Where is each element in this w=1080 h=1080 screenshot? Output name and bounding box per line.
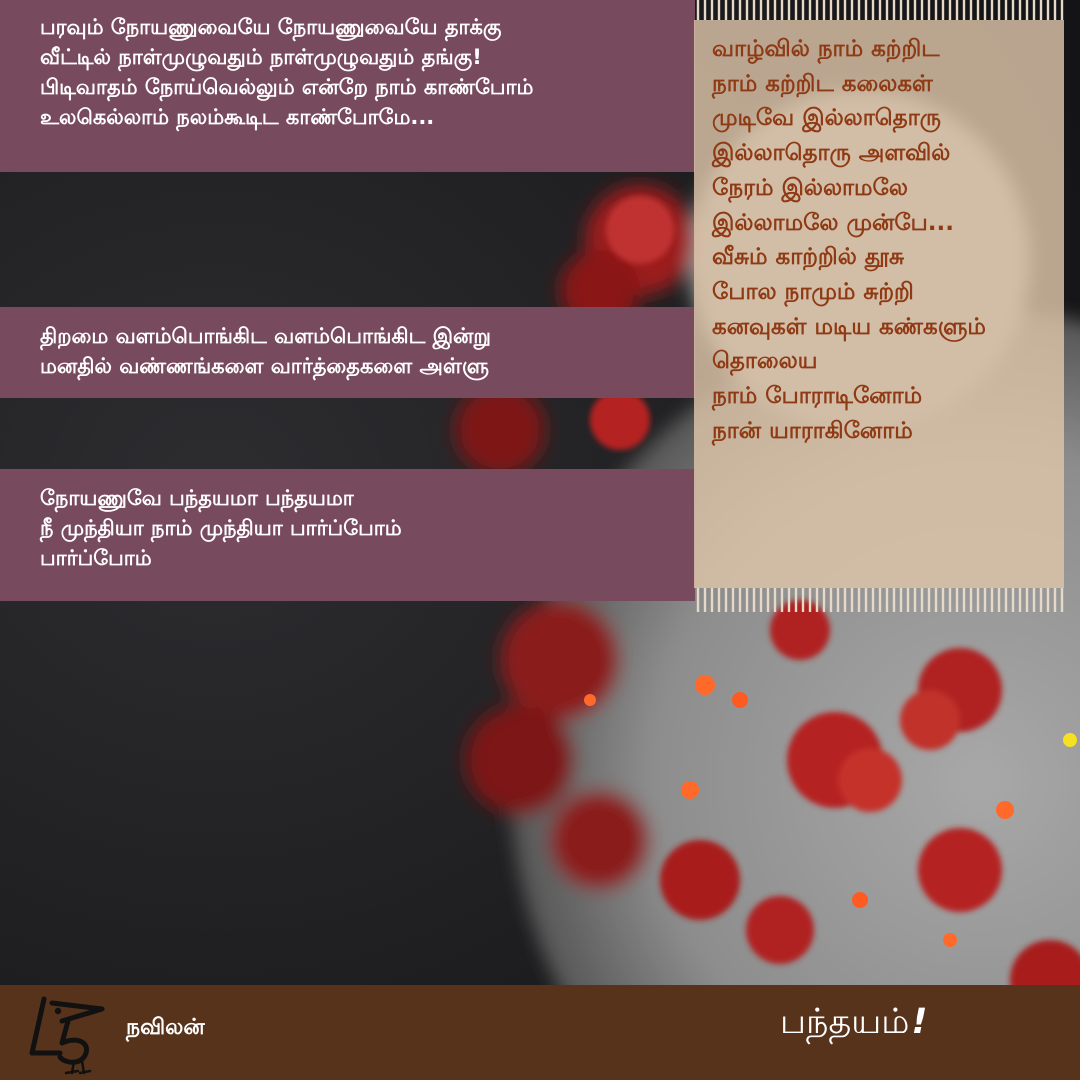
- panel-line: இல்லாதொரு அளவில்: [712, 140, 951, 167]
- lyric-line: பரவும் நோயணுவையே நோயணுவையே தாக்கு: [40, 15, 502, 39]
- lyric-line: நீ முந்தியா நாம் முந்தியா பார்ப்போம்: [40, 516, 402, 540]
- panel-line: போல நாமும் சுற்றி: [712, 278, 914, 305]
- lyric-band-two: [0, 307, 695, 398]
- panel-line: முடிவே இல்லாதொரு: [712, 105, 941, 132]
- lyric-line: திறமை வளம்பொங்கிட வளம்பொங்கிட இன்று: [40, 324, 491, 348]
- author-name: நவிலன்: [126, 1015, 205, 1040]
- panel-line: நேரம் இல்லாமலே: [712, 174, 908, 201]
- paper-fringe-top: [694, 0, 1064, 20]
- footer-bar: [0, 985, 1080, 1080]
- panel-line: இல்லாமலே முன்பே...: [712, 209, 955, 236]
- panel-line: வாழ்வில் நாம் கற்றிட: [712, 36, 940, 62]
- panel-line: தொலைய: [712, 348, 818, 375]
- panel-line: நான் யாராகினோம்: [712, 417, 913, 444]
- lyric-line: வீட்டில் நாள்முழுவதும் நாள்முழுவதும் தங்கு!: [40, 45, 482, 69]
- lyric-panel-paper: [694, 20, 1064, 588]
- lyric-band-one: [0, 0, 695, 172]
- panel-line: நாம் போராடினோம்: [712, 383, 923, 410]
- lyric-line: பிடிவாதம் நோய்வெல்லும் என்றே நாம் காண்போம்: [40, 75, 534, 99]
- title-exclamation: !: [911, 1002, 928, 1042]
- song-title-text: பந்தயம்: [780, 1002, 910, 1042]
- lyric-line: மனதில் வண்ணங்களை வார்த்தைகளை அள்ளு: [40, 354, 489, 378]
- lyric-line: உலகெல்லாம் நலம்கூடிட காண்போமே...: [40, 105, 435, 129]
- panel-line: நாம் கற்றிட கலைகள்: [712, 70, 933, 97]
- paper-fringe-bottom: [694, 588, 1064, 612]
- lyric-line: நோயணுவே பந்தயமா பந்தயமா: [40, 486, 354, 510]
- panel-line: கனவுகள் மடிய கண்களும்: [712, 313, 986, 340]
- song-title: [780, 1002, 927, 1046]
- bird-logo-icon: [22, 991, 112, 1075]
- panel-lyrics: [694, 20, 1064, 448]
- lyric-line: பார்ப்போம்: [40, 546, 152, 570]
- lyric-band-three: [0, 469, 695, 601]
- panel-line: வீசும் காற்றில் தூசு: [712, 244, 905, 271]
